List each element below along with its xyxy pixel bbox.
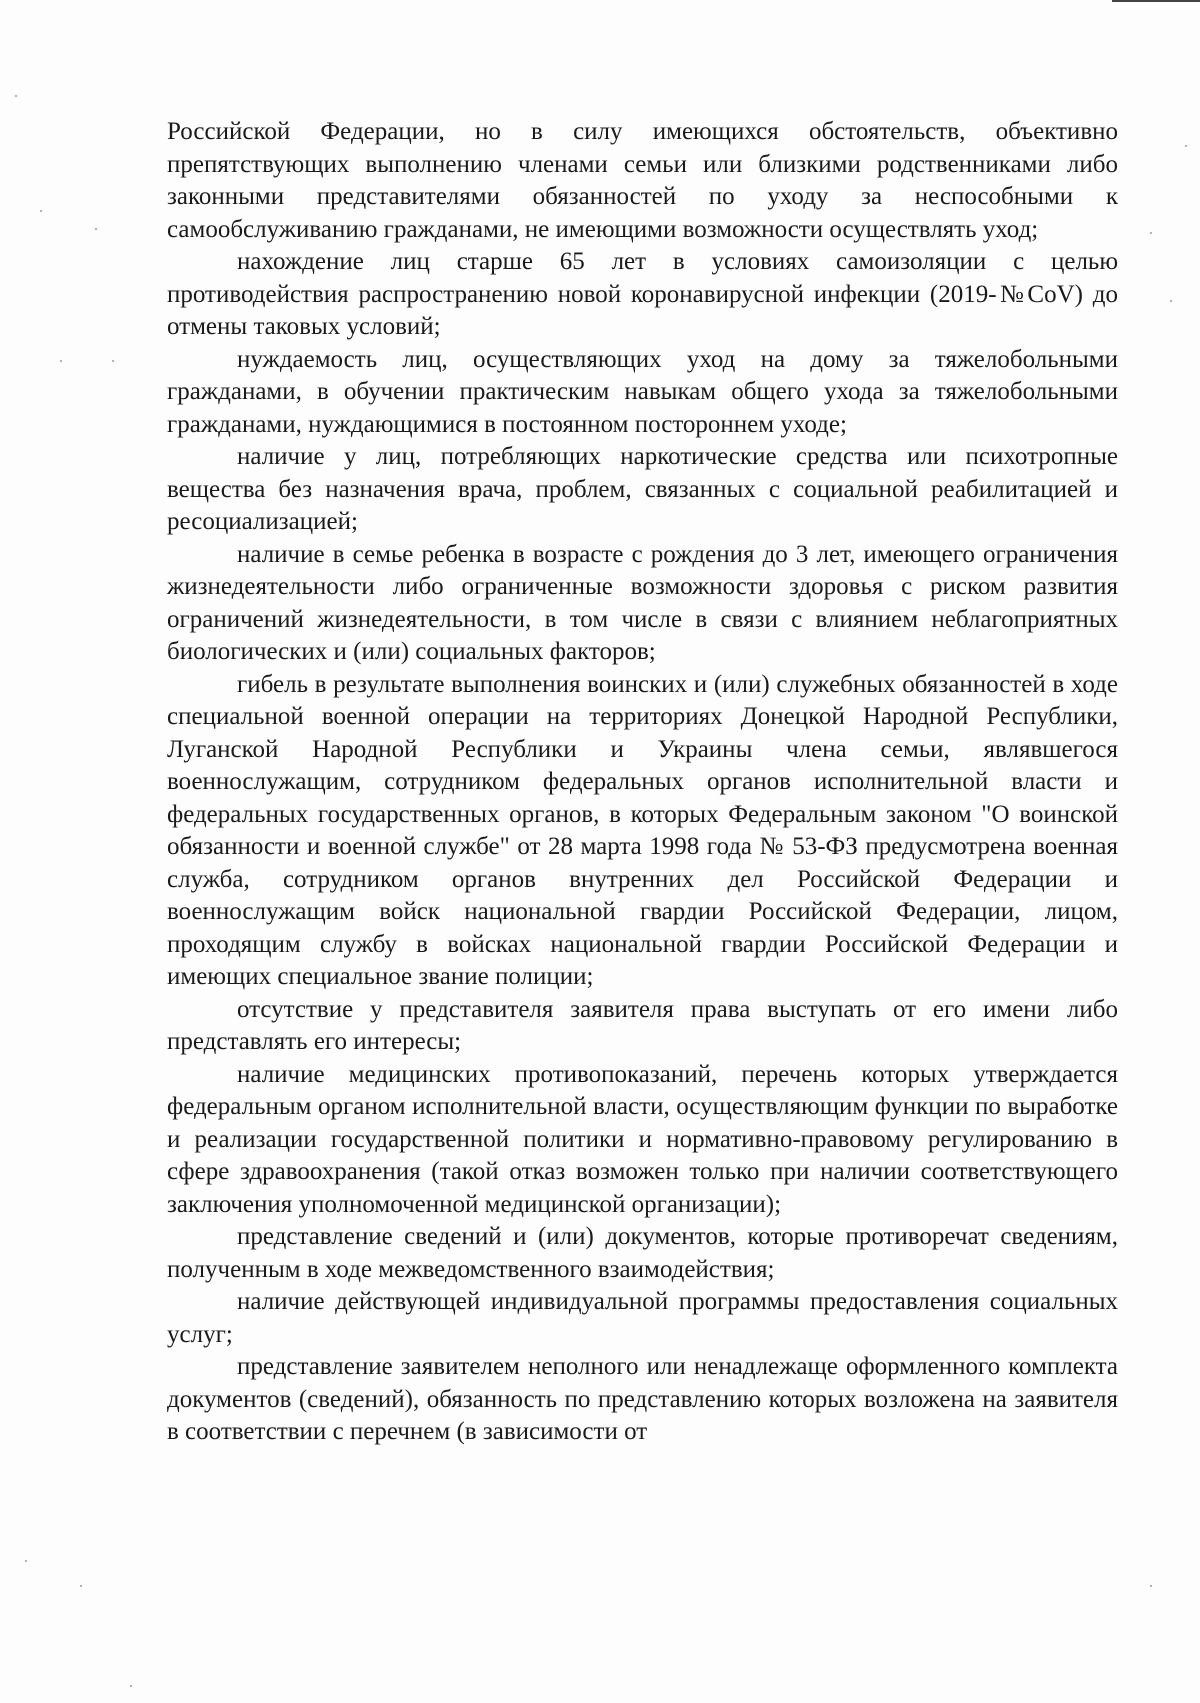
paragraph-6: гибель в результате выполнения воинских и (или) служебных обязанностей в ходе специальной военной операции на территориях Донецкой Народной Республики, Луганской Народной Республики и Украины члена семьи, являвшегося военнослужащим, сотрудником федеральных органов исполнительной власти и федеральных государственных органов, в которых Федеральным законом "О воинской обязанности и военной службе" от 28 марта 1998 года № 53-ФЗ предусмотрена военная служба, сотрудником органов внутренних дел Российской Федерации и военнослужащим войск национальной гвардии Российской Федерации, лицом, проходящим службу в войсках национальной гвардии Российской Федерации и имеющих специальное звание полиции; [167,670,1118,990]
scan-speck [95,228,97,230]
scan-speck [1150,232,1152,234]
paragraph-10: наличие действующей индивидуальной программы предоставления социальных услуг; [167,1288,1118,1348]
paragraph-5: наличие в семье ребенка в возрасте с рождения до 3 лет, имеющего ограничения жизнедеятельности либо ограниченные возможности здоровья с риском развития ограничений жизнедеятельности, в том числе в связи с влиянием неблагоприятных биологических и (или) социальных факторов; [167,540,1118,665]
scan-speck [130,1685,132,1687]
paragraph-3: нуждаемость лиц, осуществляющих уход на дому за тяжелобольными гражданами, в обучении практическим навыкам общего ухода за тяжелобольными гражданами, нуждающимися в постоянном постороннем уходе; [167,345,1118,438]
paragraph-8: наличие медицинских противопоказаний, перечень которых утверждается федеральным органом исполнительной власти, осуществляющим функции по выработке и реализации государственной политики и нормативно-правовому регулированию в сфере здравоохранения (такой отказ возможен только при наличии соответствующего заключения уполномоченной медицинской организации); [167,1060,1118,1218]
scan-speck [40,210,42,212]
scan-speck [15,95,17,97]
paragraph-1: Российской Федерации, но в силу имеющихся обстоятельств, объективно препятствующих выполнению членами семьи или близкими родственниками либо законными представителями обязанностей по уходу за неспособными к самообслуживанию гражданами, не имеющими возможности осуществлять уход; [167,118,1118,243]
paragraph-2: нахождение лиц старше 65 лет в условиях самоизоляции с целью противодействия распространению новой коронавирусной инфекции (2019-№CoV) до отмены таковых условий; [167,248,1118,340]
paragraph-4: наличие у лиц, потребляющих наркотические средства или психотропные вещества без назначения врача, проблем, связанных с социальной реабилитацией и ресоциализацией; [167,443,1118,535]
scan-speck [1185,145,1187,147]
scan-speck [112,360,114,362]
scan-speck [25,1560,27,1562]
paragraph-9: представление сведений и (или) документов, которые противоречат сведениям, полученным в ходе межведомственного взаимодействия; [167,1223,1118,1283]
scan-speck [1150,1585,1152,1587]
paragraph-7: отсутствие у представителя заявителя права выступать от его имени либо представлять его интересы; [167,995,1118,1055]
paragraph-11: представление заявителем неполного или ненадлежаще оформленного комплекта документов (сведений), обязанность по представлению которых возложена на заявителя в соответствии с перечнем (в зависимости от [167,1353,1118,1445]
scan-edge-mark [1112,0,1200,2]
scan-speck [1170,300,1172,302]
document-body [167,116,1118,1449]
scan-speck [60,360,62,362]
scan-speck [80,1585,82,1587]
